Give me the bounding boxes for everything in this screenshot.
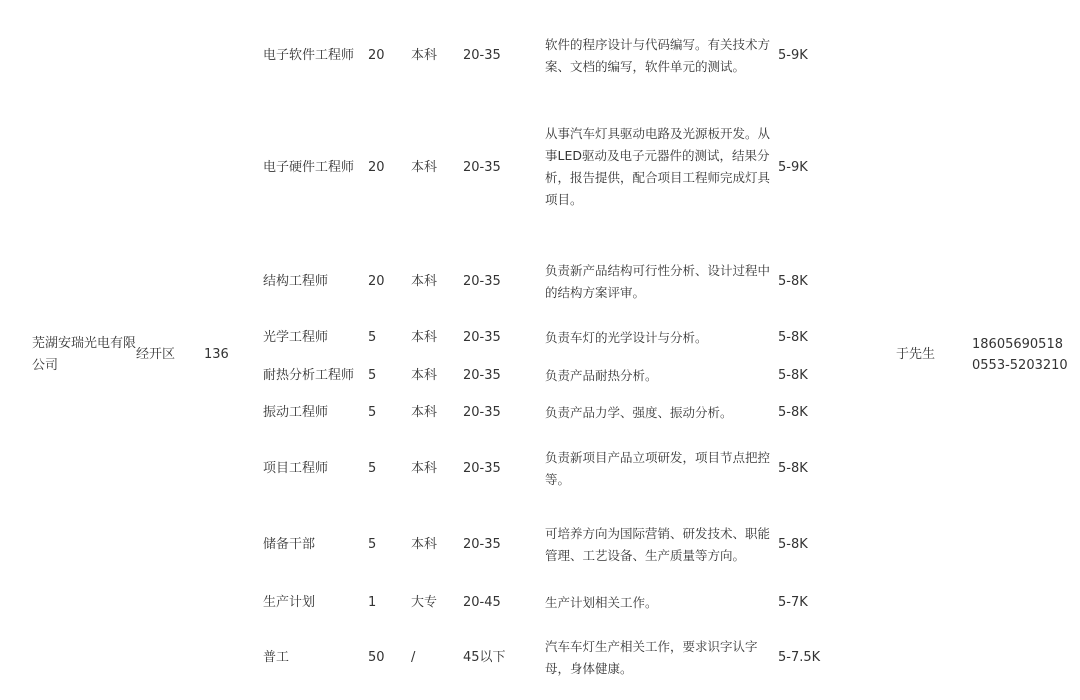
job-duties: 从事汽车灯具驱动电路及光源板开发。从事LED驱动及电子元器件的测试，结果分析，报告提供，配合项目工程师完成灯具项目。	[545, 126, 771, 207]
job-title: 生产计划	[263, 595, 316, 610]
contact-person: 于先生	[896, 347, 936, 362]
job-education: 本科	[411, 160, 438, 175]
job-education: 本科	[411, 461, 438, 476]
job-education: /	[411, 650, 416, 665]
job-duties: 负责新产品结构可行性分析、设计过程中的结构方案评审。	[545, 263, 771, 300]
job-count: 20	[368, 160, 385, 175]
job-age: 20-45	[463, 595, 501, 610]
job-duties: 负责产品力学、强度、振动分析。	[545, 405, 733, 420]
company-name: 芜湖安瑞光电有限公司	[32, 336, 137, 373]
job-duties: 负责车灯的光学设计与分析。	[545, 330, 708, 345]
job-title: 光学工程师	[263, 330, 329, 345]
job-count: 5	[368, 461, 377, 476]
job-salary: 5-8K	[778, 405, 808, 420]
job-salary: 5-8K	[778, 537, 808, 552]
contact-phone-mobile: 18605690518	[972, 337, 1063, 352]
job-education: 本科	[411, 48, 438, 63]
job-salary: 5-8K	[778, 274, 808, 289]
job-age: 20-35	[463, 461, 501, 476]
job-age: 45以下	[463, 650, 506, 665]
job-education: 本科	[411, 368, 438, 383]
job-duties: 负责新项目产品立项研发，项目节点把控等。	[545, 450, 771, 487]
job-title: 电子硬件工程师	[263, 160, 355, 175]
job-age: 20-35	[463, 48, 501, 63]
job-count: 20	[368, 274, 385, 289]
job-age: 20-35	[463, 405, 501, 420]
job-duties: 可培养方向为国际营销、研发技术、职能管理、工艺设备、生产质量等方向。	[545, 526, 771, 563]
job-duties: 生产计划相关工作。	[545, 595, 658, 610]
job-age: 20-35	[463, 368, 501, 383]
job-salary: 5-7K	[778, 595, 808, 610]
job-education: 本科	[411, 405, 438, 420]
job-count: 5	[368, 330, 377, 345]
job-count: 20	[368, 48, 385, 63]
job-count: 50	[368, 650, 385, 665]
job-title: 电子软件工程师	[263, 48, 355, 63]
total-positions: 136	[204, 347, 229, 362]
job-age: 20-35	[463, 274, 501, 289]
job-salary: 5-9K	[778, 48, 808, 63]
job-title: 耐热分析工程师	[263, 368, 355, 383]
job-salary: 5-8K	[778, 461, 808, 476]
district: 经开区	[136, 347, 176, 362]
job-duties: 负责产品耐热分析。	[545, 368, 658, 383]
job-duties: 汽车车灯生产相关工作，要求识字认字母，身体健康。	[545, 639, 758, 676]
job-education: 大专	[411, 595, 438, 610]
job-title: 结构工程师	[263, 274, 329, 289]
job-title: 普工	[263, 650, 290, 665]
job-education: 本科	[411, 274, 438, 289]
job-education: 本科	[411, 537, 438, 552]
job-age: 20-35	[463, 330, 501, 345]
job-salary: 5-7.5K	[778, 650, 821, 665]
job-salary: 5-9K	[778, 160, 808, 175]
job-title: 项目工程师	[263, 461, 329, 476]
job-count: 1	[368, 595, 377, 610]
contact-phone-landline: 0553-5203210	[972, 358, 1068, 373]
job-count: 5	[368, 537, 377, 552]
job-age: 20-35	[463, 537, 501, 552]
job-salary: 5-8K	[778, 368, 808, 383]
job-count: 5	[368, 405, 377, 420]
job-duties: 软件的程序设计与代码编写。有关技术方案、文档的编写，软件单元的测试。	[545, 37, 771, 74]
job-count: 5	[368, 368, 377, 383]
job-salary: 5-8K	[778, 330, 808, 345]
job-title: 储备干部	[263, 537, 316, 552]
job-age: 20-35	[463, 160, 501, 175]
job-education: 本科	[411, 330, 438, 345]
job-title: 振动工程师	[263, 405, 329, 420]
